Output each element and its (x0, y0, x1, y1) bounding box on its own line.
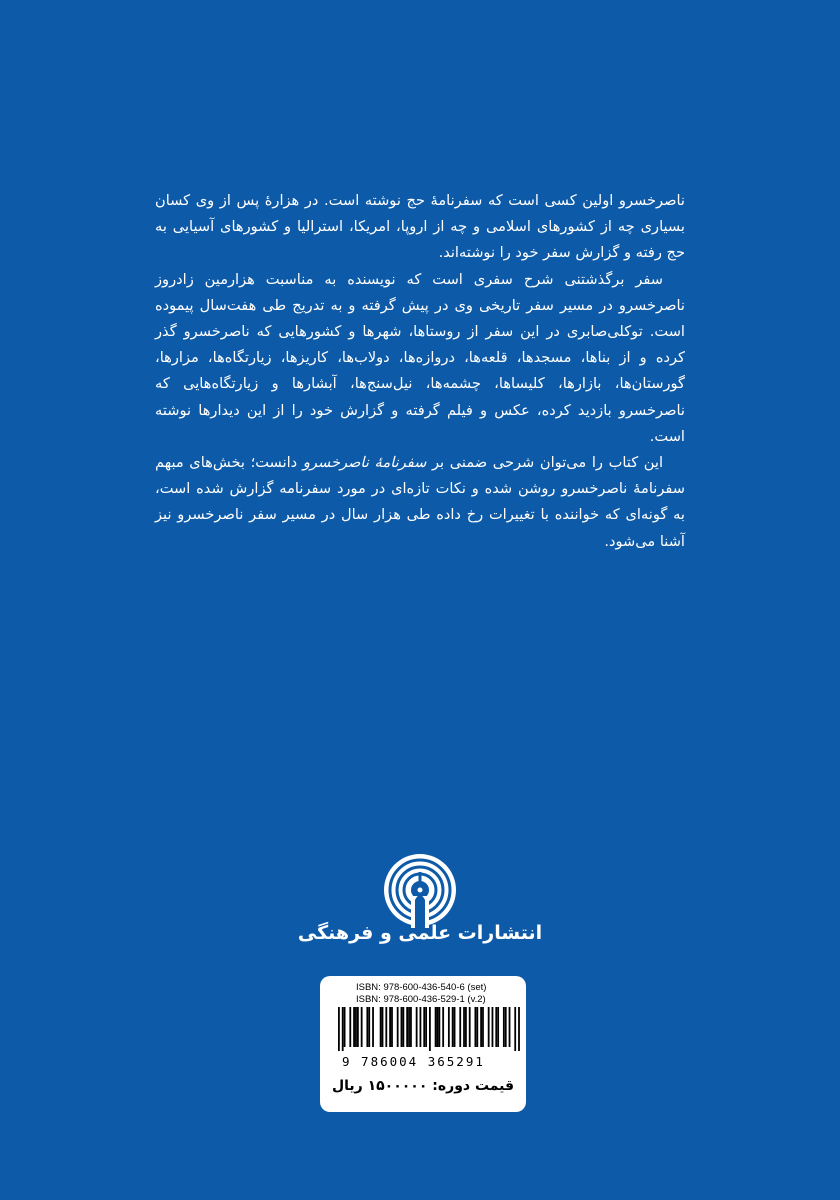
barcode-icon (338, 1007, 520, 1051)
isbn-set: ISBN: 978-600-436-540-6 (set) (356, 982, 487, 993)
price-text: قیمت دوره: ۱۵۰۰۰۰۰ ریال (331, 1078, 515, 1094)
blurb-paragraph-3-end: دانست؛ بخش‌های مبهم سفرنامهٔ ناصرخسرو روشن شده و نکات تازه‌ای در مورد سفرنامه گزارش شده است، به گونه‌ای که خواننده با تغییرات رخ داده طی هزار سال در مسیر سفر ناصرخسرو نیز آشنا می‌شود. (155, 454, 685, 550)
blurb-paragraph-3 (155, 450, 685, 555)
blurb-text (155, 188, 685, 555)
blurb-paragraph-3-start: این کتاب را می‌توان شرحی ضمنی بر (426, 454, 664, 472)
blurb-paragraph-1: ناصرخسرو اولین کسی است که سفرنامهٔ حج نوشته است. در هزارهٔ پس از وی کسان بسیاری چه از کشورهای اسلامی و چه از اروپا، امریکا، استرالیا و کشورهای آسیایی به حج رفته و گزارش سفر خود را نوشته‌اند. (155, 192, 685, 262)
book-title-reference: سفرنامهٔ ناصرخسرو (302, 454, 427, 472)
blurb-paragraph-2: سفر برگذشتنی شرح سفری است که نویسنده به مناسبت هزارمین زادروز ناصرخسرو در مسیر سفر تاریخی وی در پیش گرفته و به تدریج طی هفت‌سال پیموده است. توکلی‌صابری در این سفر از روستاها، شهرها و کشورهایی که ناصرخسرو گذر کرده و از بناها، مسجدها، قلعه‌ها، دروازه‌ها، دولاب‌ها، کاریزها، زیارتگاه‌ها، مزارها، گورستان‌ها، بازارها، کلیساها، چشمه‌ها، نیل‌سنج‌ها، آبشارها و زیارتگاه‌هایی که ناصرخسرو بازدید کرده، عکس و فیلم گرفته و گزارش خود را از این دیدارها نوشته است. (155, 270, 685, 445)
barcode-digits: 9 786004 365291 (342, 1054, 485, 1069)
isbn-volume: ISBN: 978-600-436-529-1 (v.2) (356, 994, 486, 1005)
publisher-name: انتشارات علمی و فرهنگی (297, 922, 543, 944)
publisher-logo-icon (382, 852, 458, 928)
isbn-label (320, 976, 526, 1112)
